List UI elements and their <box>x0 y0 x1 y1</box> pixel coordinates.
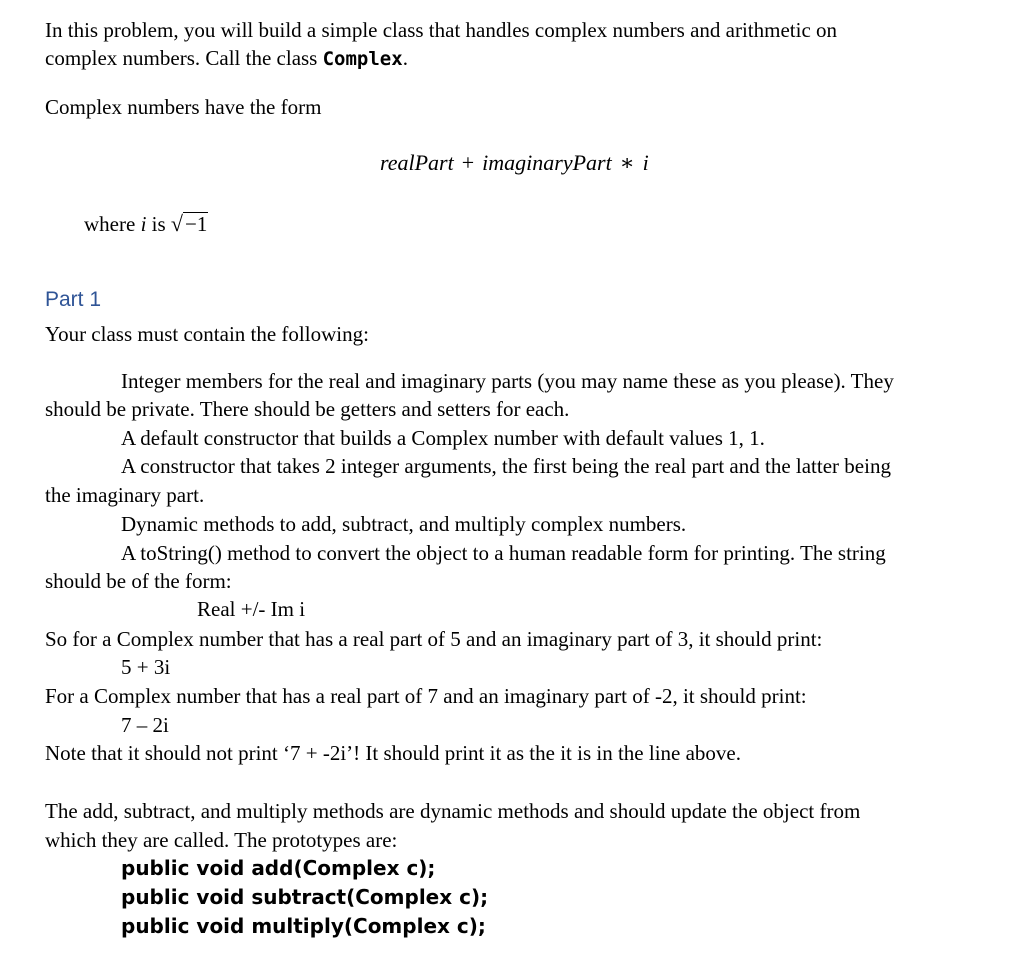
class-name: Complex <box>322 48 403 70</box>
form-intro: Complex numbers have the form <box>45 95 322 119</box>
requirement-1-b: should be private. There should be getters and setters for each. <box>45 397 570 421</box>
intro-line-2-prefix: complex numbers. Call the class <box>45 46 323 70</box>
example-2-text: For a Complex number that has a real part of 7 and an imaginary part of -2, it should print: <box>45 684 807 708</box>
requirement-3-b: the imaginary part. <box>45 483 205 507</box>
formula-times: ∗ <box>619 150 635 175</box>
radicand: −1 <box>185 212 208 236</box>
intro-line-2-suffix: . <box>402 46 408 70</box>
requirement-5-b: should be of the form: <box>45 569 232 593</box>
must-contain: Your class must contain the following: <box>45 322 369 346</box>
example-1-text: So for a Complex number that has a real part of 5 and an imaginary part of 3, it should print: <box>45 627 823 651</box>
radical-sign: √ <box>170 211 183 236</box>
complex-form-formula <box>380 148 649 178</box>
methods-line-a: The add, subtract, and multiply methods are dynamic methods and should update the object from <box>45 799 861 823</box>
formula-i: i <box>642 150 649 175</box>
formula-imag: imaginaryPart <box>482 150 612 175</box>
prototype-subtract: public void subtract(Complex c); <box>121 885 489 909</box>
example-2-value: 7 – 2i <box>121 713 169 737</box>
part1-heading: Part 1 <box>45 288 102 311</box>
requirement-3-a: A constructor that takes 2 integer arguments, the first being the real part and the latter being <box>121 454 891 478</box>
prototype-add: public void add(Complex c); <box>121 856 436 880</box>
where-is: is <box>146 212 171 236</box>
requirement-5-a: A toString() method to convert the object to a human readable form for printing. The string <box>121 541 886 565</box>
prototype-multiply: public void multiply(Complex c); <box>121 914 486 938</box>
where-var: i <box>140 212 147 236</box>
formula-real: realPart <box>380 150 454 175</box>
note-line: Note that it should not print ‘7 + -2i’! It should print it as the it is in the line above. <box>45 741 741 765</box>
intro-line-2 <box>45 44 408 73</box>
methods-line-b: which they are called. The prototypes are: <box>45 828 398 852</box>
example-1-value: 5 + 3i <box>121 655 171 679</box>
sqrt-expression <box>171 210 208 238</box>
where-prefix: where <box>84 212 141 236</box>
requirement-2: A default constructor that builds a Complex number with default values 1, 1. <box>121 426 765 450</box>
requirement-1-a: Integer members for the real and imaginary parts (you may name these as you please). They <box>121 369 894 393</box>
tostring-form-example: Real +/- Im i <box>197 597 306 621</box>
requirement-4: Dynamic methods to add, subtract, and multiply complex numbers. <box>121 512 687 536</box>
formula-plus: + <box>461 150 475 175</box>
intro-line-1: In this problem, you will build a simple class that handles complex numbers and arithmetic on <box>45 18 838 42</box>
where-line <box>84 210 208 238</box>
